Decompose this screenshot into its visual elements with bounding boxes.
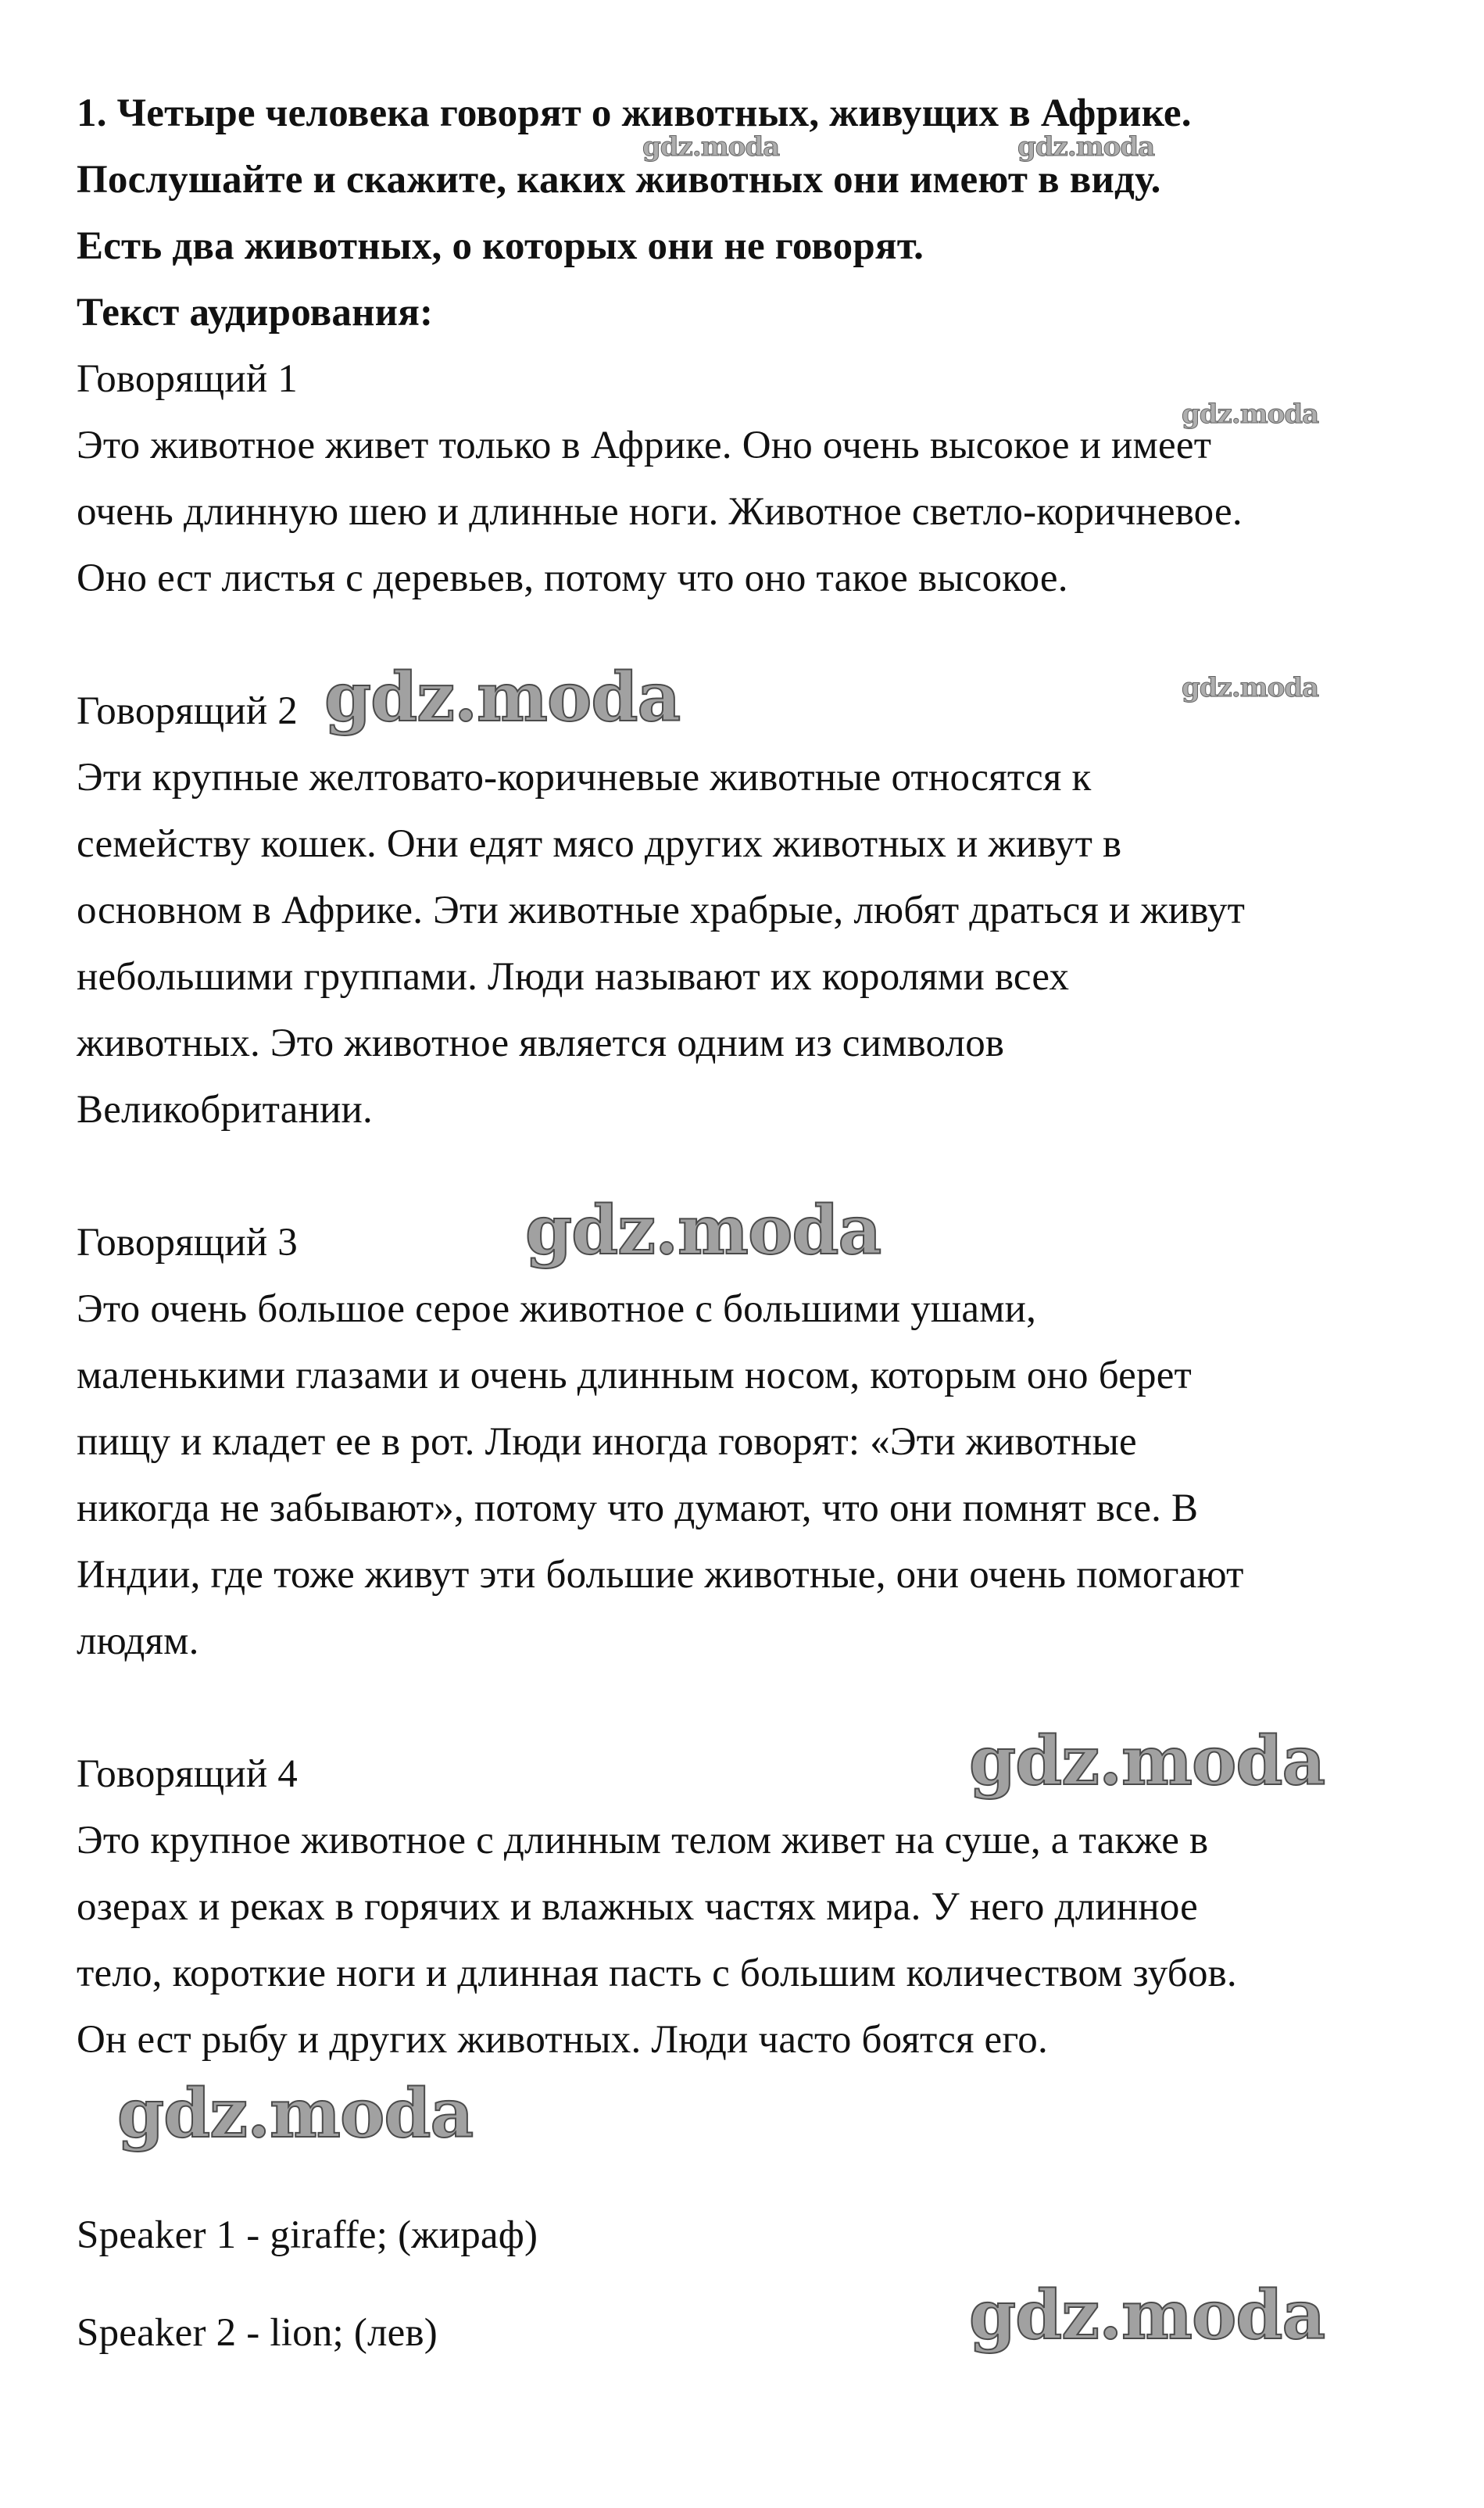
speaker-2-text-line: Великобритании.	[77, 1088, 374, 1132]
task-title-line-3: Есть два животных, о которых они не говорят.	[77, 224, 924, 268]
speaker-4-label: Говорящий 4	[77, 1752, 298, 1796]
watermark-logo: gdz.moda	[969, 2276, 1325, 2355]
speaker-1-label: Говорящий 1	[77, 357, 298, 401]
speaker-2-text-line: семейству кошек. Они едят мясо других животных и живут в	[77, 822, 1122, 866]
watermark-logo: gdz.moda	[525, 1191, 881, 1270]
speaker-2-text-line: Эти крупные желтовато-коричневые животные относятся к	[77, 756, 1092, 800]
watermark-logo: gdz.moda	[642, 131, 780, 163]
task-title-line-1: 1. Четыре человека говорят о животных, живущих в Африке.	[77, 91, 1192, 135]
speaker-3-text-line: маленькими глазами и очень длинным носом, которым оно берет	[77, 1354, 1193, 1397]
watermark-logo: gdz.moda	[969, 1722, 1325, 1801]
watermark-logo: gdz.moda	[1017, 131, 1155, 163]
answer-line: Speaker 2 - lion; (лев)	[77, 2311, 438, 2355]
speaker-1-text-line: Оно ест листья с деревьев, потому что оно такое высокое.	[77, 556, 1068, 600]
speaker-3-text-line: Индии, где тоже живут эти большие животные, они очень помогают	[77, 1553, 1244, 1597]
speaker-3-text-line: Это очень большое серое животное с большими ушами,	[77, 1287, 1037, 1331]
task-title-line-2: Послушайте и скажите, каких животных они имеют в виду.	[77, 158, 1161, 202]
watermark-logo: gdz.moda	[1182, 672, 1319, 703]
watermark-logo: gdz.moda	[117, 2074, 474, 2153]
speaker-2-label: Говорящий 2	[77, 689, 298, 733]
speaker-1-text-line: Это животное живет только в Африке. Оно очень высокое и имеет	[77, 424, 1212, 467]
answer-line: Speaker 1 - giraffe; (жираф)	[77, 2213, 538, 2257]
watermark-logo: gdz.moda	[324, 658, 681, 737]
watermark-logo: gdz.moda	[1182, 399, 1319, 430]
speaker-4-text-line: тело, короткие ноги и длинная пасть с большим количеством зубов.	[77, 1952, 1237, 1995]
transcript-heading: Текст аудирования:	[77, 291, 434, 335]
speaker-1-text-line: очень длинную шею и длинные ноги. Животное светло-коричневое.	[77, 490, 1243, 534]
speaker-3-text-line: никогда не забывают», потому что думают, что они помнят все. В	[77, 1487, 1199, 1530]
speaker-3-text-line: пищу и кладет ее в рот. Люди иногда говорят: «Эти животные	[77, 1420, 1137, 1464]
speaker-2-text-line: животных. Это животное является одним из символов	[77, 1021, 1005, 1065]
speaker-4-text-line: озерах и реках в горячих и влажных частях мира. У него длинное	[77, 1885, 1199, 1929]
speaker-4-text-line: Это крупное животное с длинным телом живет на суше, а также в	[77, 1819, 1209, 1862]
speaker-3-text-line: людям.	[77, 1619, 199, 1663]
speaker-2-text-line: основном в Африке. Эти животные храбрые, любят драться и живут	[77, 889, 1246, 932]
speaker-3-label: Говорящий 3	[77, 1221, 298, 1265]
speaker-4-text-line: Он ест рыбу и других животных. Люди часто боятся его.	[77, 2018, 1048, 2062]
speaker-2-text-line: небольшими группами. Люди называют их королями всех	[77, 955, 1070, 999]
